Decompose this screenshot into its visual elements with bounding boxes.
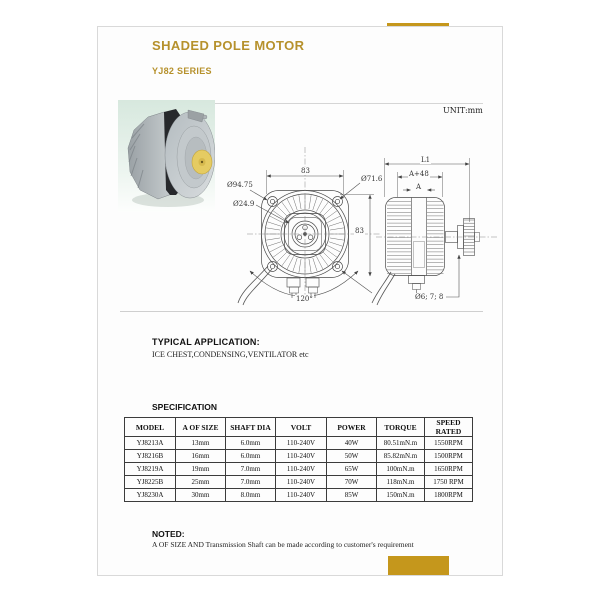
side-view-drawing [372,198,480,306]
application-text: ICE CHEST,CONDENSING,VENTILATOR etc [152,350,309,359]
dim-label-angle-120: 120° [296,295,313,303]
application-heading: TYPICAL APPLICATION: [152,337,260,347]
series-subtitle: YJ82 SERIES [152,66,212,76]
table-cell: YJ8219A [125,463,176,476]
table-cell: YJ8230A [125,489,176,502]
table-cell: 13mm [176,437,226,450]
column-header: SHAFT DIA [226,418,276,437]
side-view-dimensions [385,158,470,297]
table-cell: 6.0mm [226,437,276,450]
table-row [125,450,473,463]
table-cell: 1800RPM [425,489,473,502]
table-cell: 110-240V [276,450,327,463]
dim-label-dia-71-6: Ø71.6 [361,175,383,183]
specification-heading: SPECIFICATION [152,402,218,412]
bottom-gold-accent-bar [388,556,449,575]
table-cell: 118mN.m [377,476,425,489]
dim-label-a: A [416,183,422,191]
table-cell: 30mm [176,489,226,502]
column-header: POWER [327,418,377,437]
table-cell: 1650RPM [425,463,473,476]
table-cell: YJ8225B [125,476,176,489]
technical-drawing [224,140,505,312]
table-cell: 110-240V [276,463,327,476]
column-header: A OF SIZE [176,418,226,437]
table-cell: 7.0mm [226,463,276,476]
table-row [125,476,473,489]
table-cell: 1550RPM [425,437,473,450]
table-cell: 8.0mm [226,489,276,502]
table-cell: 110-240V [276,489,327,502]
product-photo [118,100,215,212]
column-header: TORQUE [377,418,425,437]
table-header-row [125,418,473,437]
table-row [125,437,473,450]
table-cell: 7.0mm [226,476,276,489]
table-cell: 110-240V [276,476,327,489]
dim-label-shaft-diameters: Ø6; 7; 8 [415,293,444,301]
dim-label-dia-24-9: Ø24.9 [233,200,255,208]
column-header: VOLT [276,418,327,437]
table-cell: 70W [327,476,377,489]
table-cell: YJ8213A [125,437,176,450]
table-cell: 25mm [176,476,226,489]
table-cell: 150mN.m [377,489,425,502]
table-row [125,463,473,476]
noted-heading: NOTED: [152,529,185,539]
column-header: MODEL [125,418,176,437]
dim-label-height-83: 83 [355,227,364,235]
unit-label: UNIT:mm [443,106,483,115]
table-cell: 80.51mN.m [377,437,425,450]
table-cell: 16mm [176,450,226,463]
table-cell: 50W [327,450,377,463]
table-cell: YJ8216B [125,450,176,463]
table-cell: 100mN.m [377,463,425,476]
dim-label-width-83: 83 [301,167,310,175]
top-gold-accent-bar [387,23,449,26]
table-cell: 110-240V [276,437,327,450]
page-title: SHADED POLE MOTOR [152,38,305,53]
dim-label-l1: L1 [421,156,431,164]
dim-label-a-plus-48: A+48 [409,170,429,178]
table-cell: 65W [327,463,377,476]
table-cell: 6.0mm [226,450,276,463]
table-cell: 85W [327,489,377,502]
column-header: SPEED RATED [425,418,473,437]
noted-text: A OF SIZE AND Transmission Shaft can be made according to customer's requirement [152,540,414,549]
table-cell: 40W [327,437,377,450]
table-cell: 85.82mN.m [377,450,425,463]
table-row [125,489,473,502]
table-cell: 19mm [176,463,226,476]
dim-label-dia-94-75: Ø94.75 [227,181,253,189]
table-cell: 1500RPM [425,450,473,463]
specification-table [124,417,473,502]
table-cell: 1750 RPM [425,476,473,489]
